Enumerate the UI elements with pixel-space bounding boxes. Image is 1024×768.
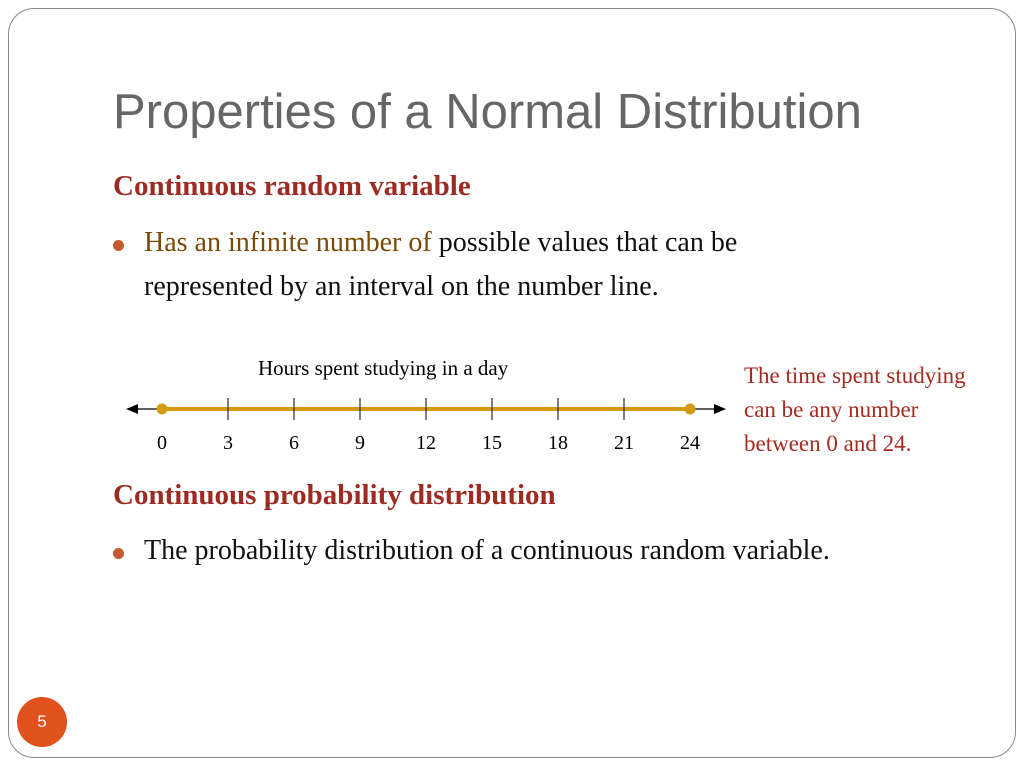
bullet-line-1-rest: possible values that can be	[438, 227, 738, 258]
side-note: The time spent studying can be any number between 0 and 24.	[744, 363, 966, 456]
page-number-badge: 5	[17, 697, 67, 747]
segment-end-point	[685, 404, 696, 415]
heading-continuous-probability-distribution: Continuous probability distribution	[113, 479, 556, 511]
heading-continuous-random-variable: Continuous random variable	[113, 170, 471, 202]
tick-label-15: 15	[482, 432, 502, 454]
number-line-caption: Hours spent studying in a day	[258, 356, 509, 380]
bullet-line-2: represented by an interval on the number line.	[144, 271, 659, 302]
tick-label-3: 3	[223, 432, 233, 454]
tick-label-6: 6	[289, 432, 299, 454]
bullet-item-2-text: The probability distribution of a continuous random variable.	[144, 535, 830, 566]
tick-label-21: 21	[614, 432, 634, 454]
bullet-dot-icon	[113, 548, 124, 559]
slide-title: Properties of a Normal Distribution	[113, 85, 862, 139]
left-arrow-icon	[126, 404, 138, 414]
tick-label-24: 24	[680, 432, 700, 454]
tick-label-18: 18	[548, 432, 568, 454]
segment-start-point	[157, 404, 168, 415]
right-arrow-icon	[714, 404, 726, 414]
tick-label-0: 0	[157, 432, 167, 454]
tick-label-9: 9	[355, 432, 365, 454]
bullet-accent-text: Has an infinite number of	[144, 227, 432, 258]
bullet-item-2	[113, 529, 973, 575]
tick-label-12: 12	[416, 432, 436, 454]
